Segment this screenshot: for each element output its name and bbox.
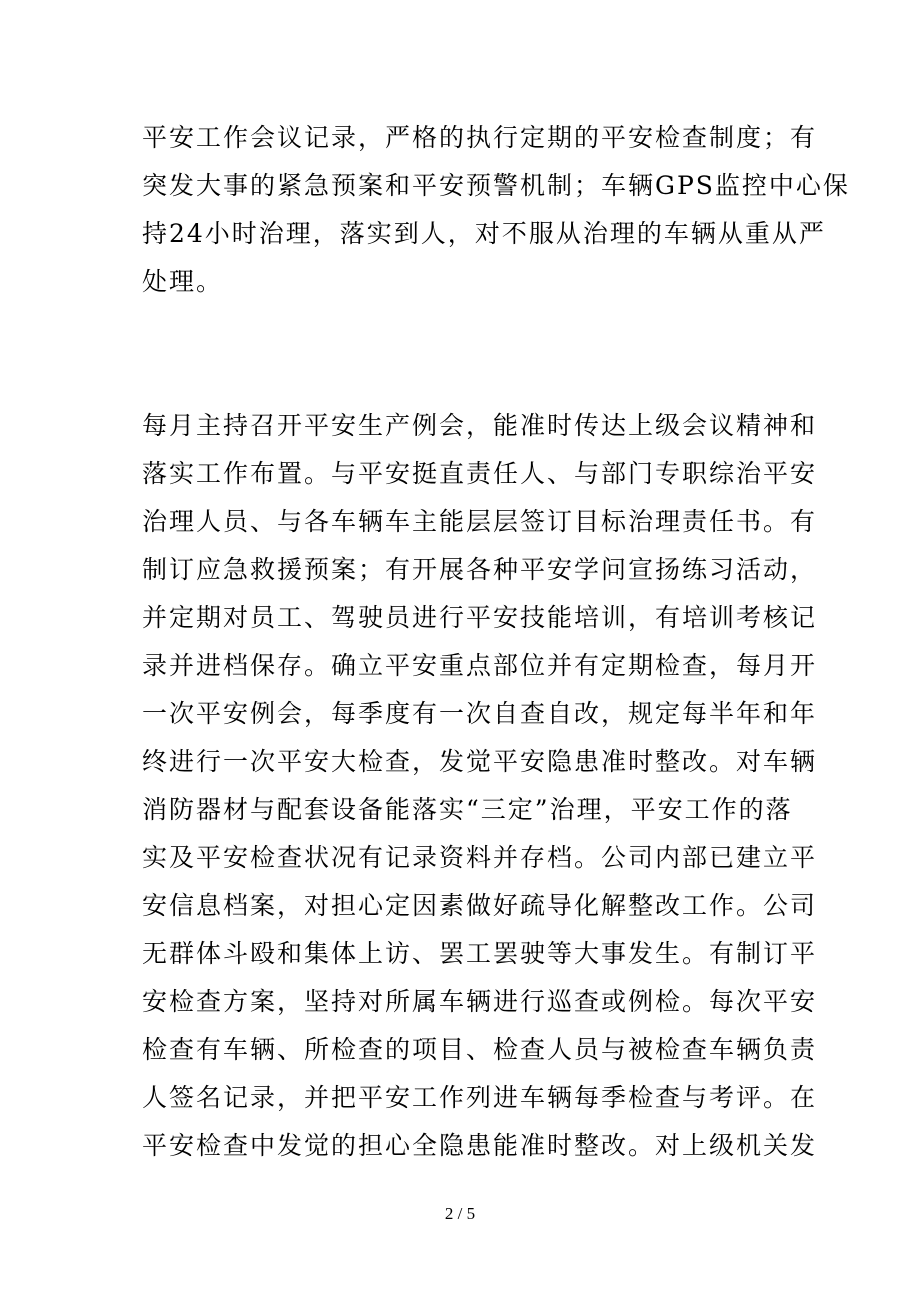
- paragraph-line: 治理人员、与各车辆车主能层层签订目标治理责任书。有: [142, 507, 818, 536]
- page-number: 2 / 5: [444, 1204, 476, 1223]
- paragraph-line: 无群体斗殴和集体上访、罢工罢驶等大事发生。有制订平: [142, 939, 818, 968]
- paragraph-line: 并定期对员工、驾驶员进行平安技能培训，有培训考核记: [142, 603, 818, 632]
- paragraph-line: 录并进档保存。确立平安重点部位并有定期检查，每月开: [142, 651, 818, 680]
- paragraph-line: 每月主持召开平安生产例会，能准时传达上级会议精神和: [142, 411, 818, 440]
- paragraph-line: 制订应急救援预案；有开展各种平安学问宣扬练习活动，: [142, 555, 818, 584]
- paragraph-line: 平安工作会议记录，严格的执行定期的平安检查制度；有: [142, 123, 818, 152]
- paragraph-2: [142, 402, 818, 1170]
- paragraph-line: 安信息档案，对担心定因素做好疏导化解整改工作。公司: [142, 891, 818, 920]
- paragraph-line: 一次平安例会，每季度有一次自查自改，规定每半年和年: [142, 699, 818, 728]
- paragraph-line: 处理。: [142, 267, 224, 296]
- paragraph-line: 终进行一次平安大检查，发觉平安隐患准时整改。对车辆: [142, 747, 818, 776]
- paragraph-line: 持24小时治理，落实到人，对不服从治理的车辆从重从严: [142, 219, 826, 248]
- paragraph-line: 人签名记录，并把平安工作列进车辆每季检查与考评。在: [142, 1083, 818, 1112]
- paragraph-line: 检查有车辆、所检查的项目、检查人员与被检查车辆负责: [142, 1035, 818, 1064]
- paragraph-line: 消防器材与配套设备能落实“三定”治理，平安工作的落: [142, 795, 793, 824]
- paragraph-line: 落实工作布置。与平安挺直责任人、与部门专职综治平安: [142, 459, 818, 488]
- paragraph-line: 突发大事的紧急预案和平安预警机制；车辆GPS监控中心保: [142, 171, 850, 200]
- paragraph-line: 实及平安检查状况有记录资料并存档。公司内部已建立平: [142, 843, 818, 872]
- paragraph-1: [142, 114, 850, 306]
- paragraph-line: 安检查方案，坚持对所属车辆进行巡查或例检。每次平安: [142, 987, 818, 1016]
- paragraph-line: 平安检查中发觉的担心全隐患能准时整改。对上级机关发: [142, 1131, 818, 1160]
